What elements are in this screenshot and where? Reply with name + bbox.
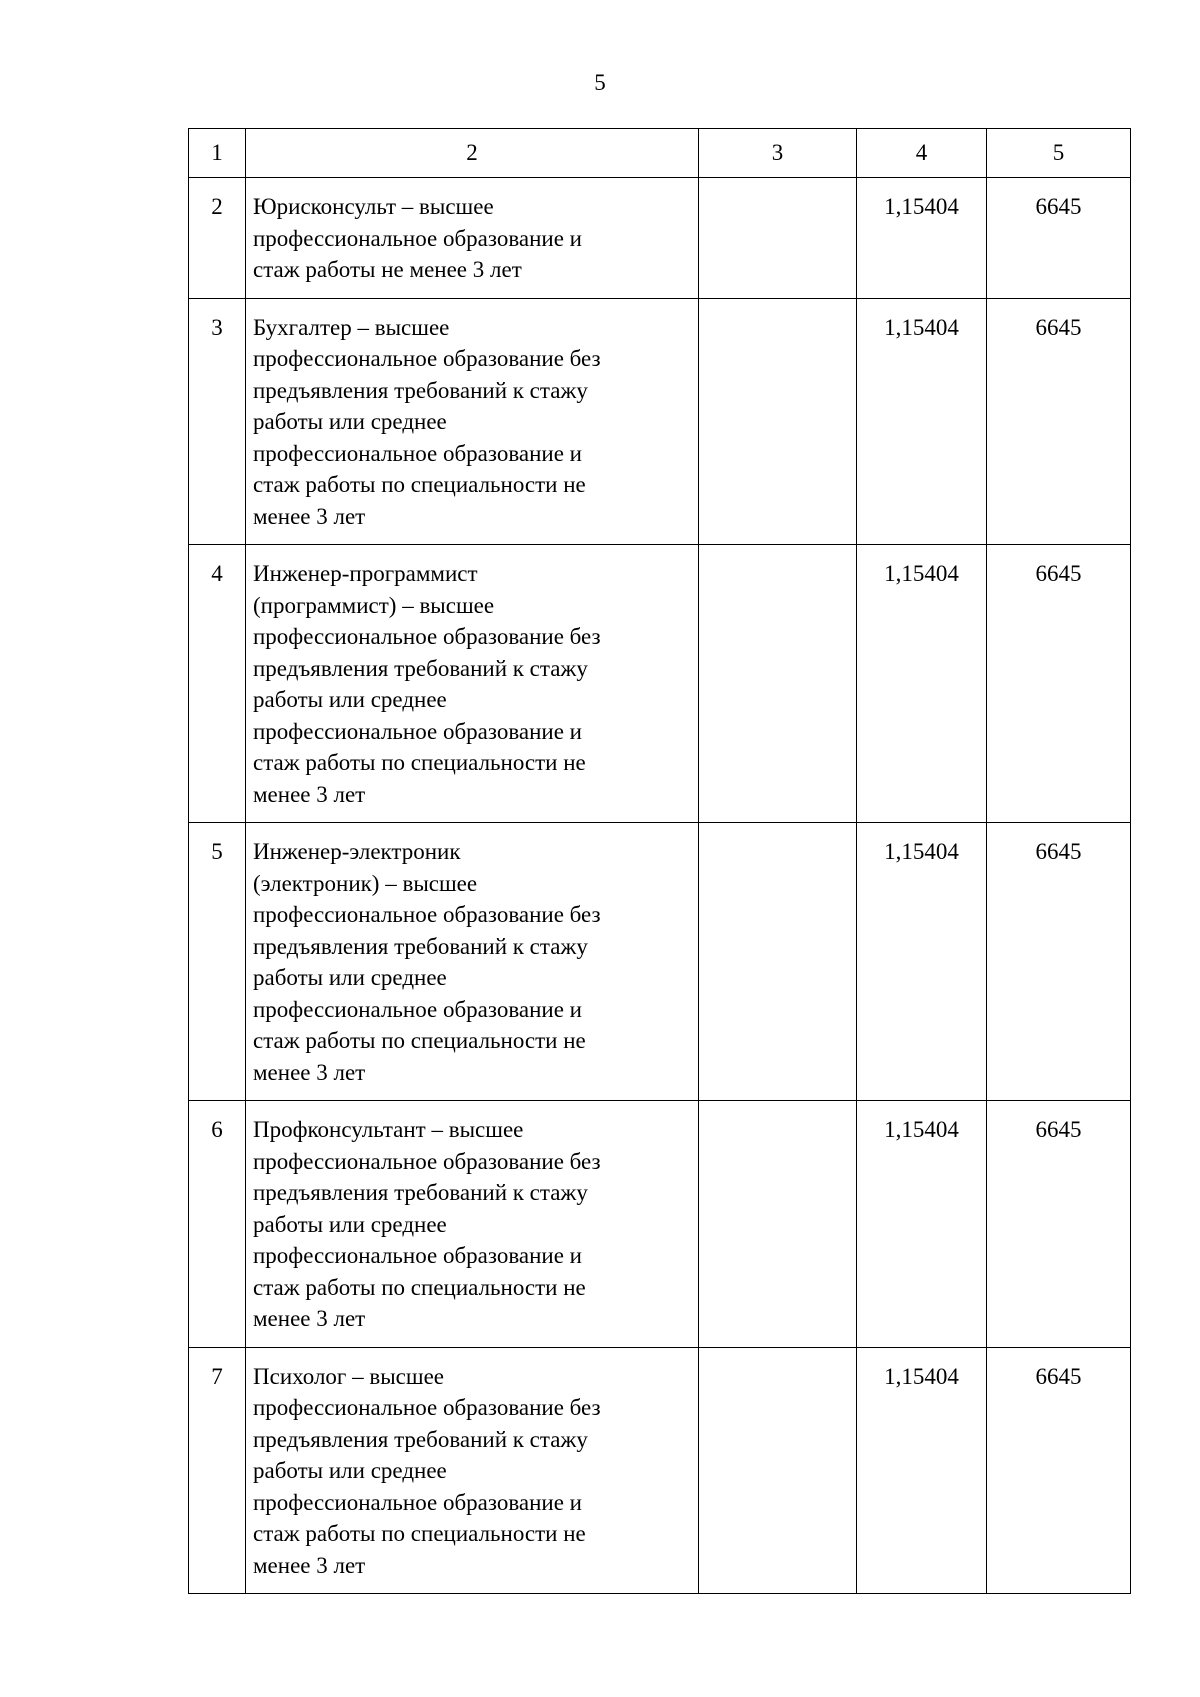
position-description: Бухгалтер – высшее профессиональное образование без предъявления требований к стажу работы или среднее профессиональное образование и стаж работы по специальности не менее 3 лет (246, 298, 699, 545)
salary-cell: 6645 (987, 298, 1131, 545)
coefficient-cell: 1,15404 (857, 298, 987, 545)
row-number: 5 (189, 823, 246, 1101)
page-number: 5 (594, 70, 606, 95)
column-3-cell (699, 178, 857, 299)
table-row (189, 1347, 1131, 1594)
table-row (189, 545, 1131, 823)
header-cell-2: 2 (246, 129, 699, 178)
table-row (189, 178, 1131, 299)
header-cell-5: 5 (987, 129, 1131, 178)
row-number: 3 (189, 298, 246, 545)
table-header-row (189, 129, 1131, 178)
table-row (189, 1101, 1131, 1348)
position-description: Инженер-электроник (электроник) – высшее профессиональное образование без предъявления требований к стажу работы или среднее профессиональное образование и стаж работы по специальности не менее 3 лет (246, 823, 699, 1101)
table-row (189, 298, 1131, 545)
table-row (189, 823, 1131, 1101)
coefficient-cell: 1,15404 (857, 823, 987, 1101)
column-3-cell (699, 823, 857, 1101)
positions-table (188, 128, 1131, 1594)
column-3-cell (699, 1347, 857, 1594)
position-description: Психолог – высшее профессиональное образование без предъявления требований к стажу работы или среднее профессиональное образование и стаж работы по специальности не менее 3 лет (246, 1347, 699, 1594)
coefficient-cell: 1,15404 (857, 545, 987, 823)
row-number: 2 (189, 178, 246, 299)
header-cell-4: 4 (857, 129, 987, 178)
column-3-cell (699, 298, 857, 545)
salary-cell: 6645 (987, 178, 1131, 299)
coefficient-cell: 1,15404 (857, 178, 987, 299)
salary-cell: 6645 (987, 1101, 1131, 1348)
header-cell-1: 1 (189, 129, 246, 178)
row-number: 4 (189, 545, 246, 823)
coefficient-cell: 1,15404 (857, 1101, 987, 1348)
salary-cell: 6645 (987, 823, 1131, 1101)
column-3-cell (699, 1101, 857, 1348)
row-number: 6 (189, 1101, 246, 1348)
column-3-cell (699, 545, 857, 823)
salary-cell: 6645 (987, 1347, 1131, 1594)
position-description: Профконсультант – высшее профессиональное образование без предъявления требований к стажу работы или среднее профессиональное образование и стаж работы по специальности не менее 3 лет (246, 1101, 699, 1348)
header-cell-3: 3 (699, 129, 857, 178)
position-description: Инженер-программист (программист) – высшее профессиональное образование без предъявления требований к стажу работы или среднее профессиональное образование и стаж работы по специальности не менее 3 лет (246, 545, 699, 823)
salary-cell: 6645 (987, 545, 1131, 823)
row-number: 7 (189, 1347, 246, 1594)
position-description: Юрисконсульт – высшее профессиональное образование и стаж работы не менее 3 лет (246, 178, 699, 299)
coefficient-cell: 1,15404 (857, 1347, 987, 1594)
